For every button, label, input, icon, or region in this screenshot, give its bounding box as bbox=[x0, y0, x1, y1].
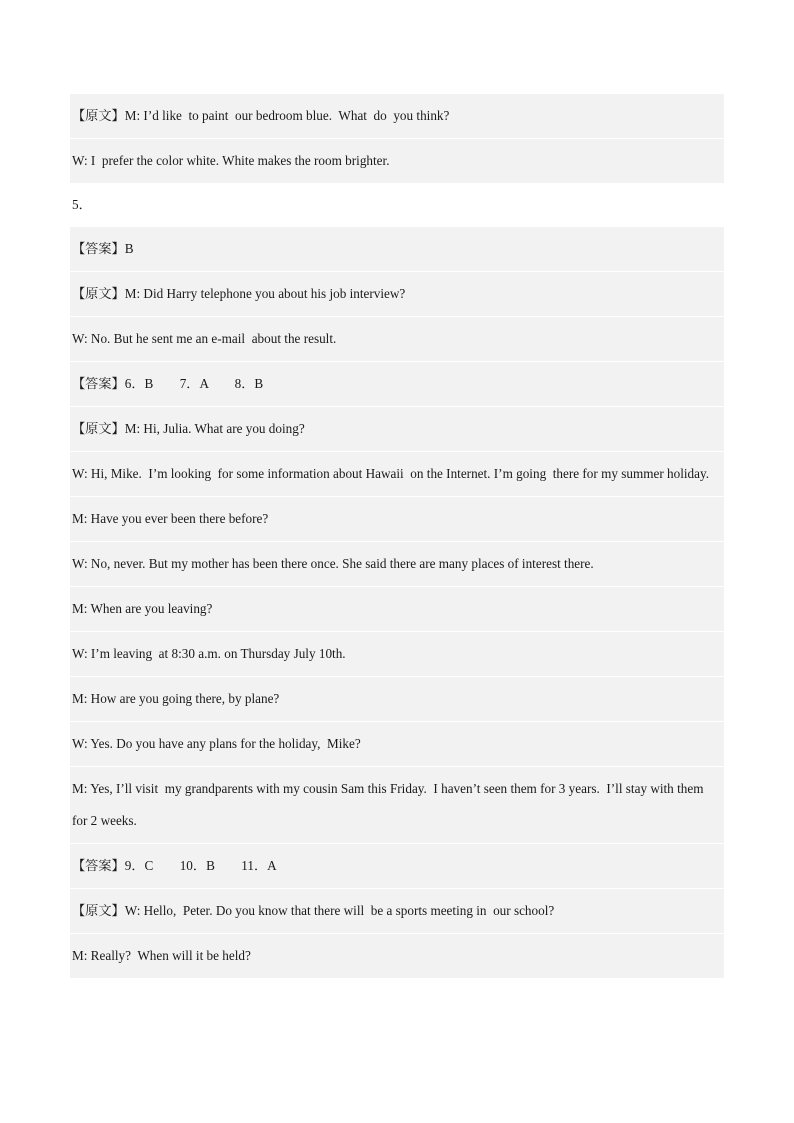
transcript-line: 【原文】W: Hello, Peter. Do you know that there will be a sports meeting in our school? bbox=[70, 888, 724, 933]
transcript-line: W: I’m leaving at 8:30 a.m. on Thursday July 10th. bbox=[70, 631, 724, 676]
transcript-line: M: How are you going there, by plane? bbox=[70, 676, 724, 721]
transcript-line: 【原文】M: Hi, Julia. What are you doing? bbox=[70, 406, 724, 451]
transcript-line: M: Really? When will it be held? bbox=[70, 933, 724, 978]
transcript-line: W: No. But he sent me an e-mail about the result. bbox=[70, 316, 724, 361]
transcript-block-main bbox=[70, 227, 724, 978]
answer-line: 【答案】B bbox=[72, 241, 134, 256]
document-content bbox=[70, 94, 724, 978]
transcript-line: W: No, never. But my mother has been there once. She said there are many places of interest there. bbox=[70, 541, 724, 586]
transcript-line: 【原文】M: Did Harry telephone you about his job interview? bbox=[70, 271, 724, 316]
answer-line: 【答案】6．B 7．A 8．B bbox=[70, 361, 724, 406]
transcript-line: 【原文】M: I’d like to paint our bedroom blue. What do you think? bbox=[72, 108, 450, 123]
transcript-line: W: I prefer the color white. White makes the room brighter. bbox=[70, 138, 724, 183]
question-number: 5． bbox=[72, 197, 92, 212]
transcript-line: M: When are you leaving? bbox=[70, 586, 724, 631]
transcript-line: W: Yes. Do you have any plans for the holiday, Mike? bbox=[70, 721, 724, 766]
transcript-line: W: Hi, Mike. I’m looking for some information about Hawaii on the Internet. I’m going there for my summer holiday. bbox=[70, 451, 724, 496]
transcript-block-top bbox=[70, 94, 724, 183]
transcript-line: M: Have you ever been there before? bbox=[70, 496, 724, 541]
answer-line: 【答案】9．C 10．B 11．A bbox=[70, 843, 724, 888]
transcript-line: M: Yes, I’ll visit my grandparents with my cousin Sam this Friday. I haven’t seen them for 3 years. I’ll stay with them for 2 weeks. bbox=[70, 766, 724, 843]
